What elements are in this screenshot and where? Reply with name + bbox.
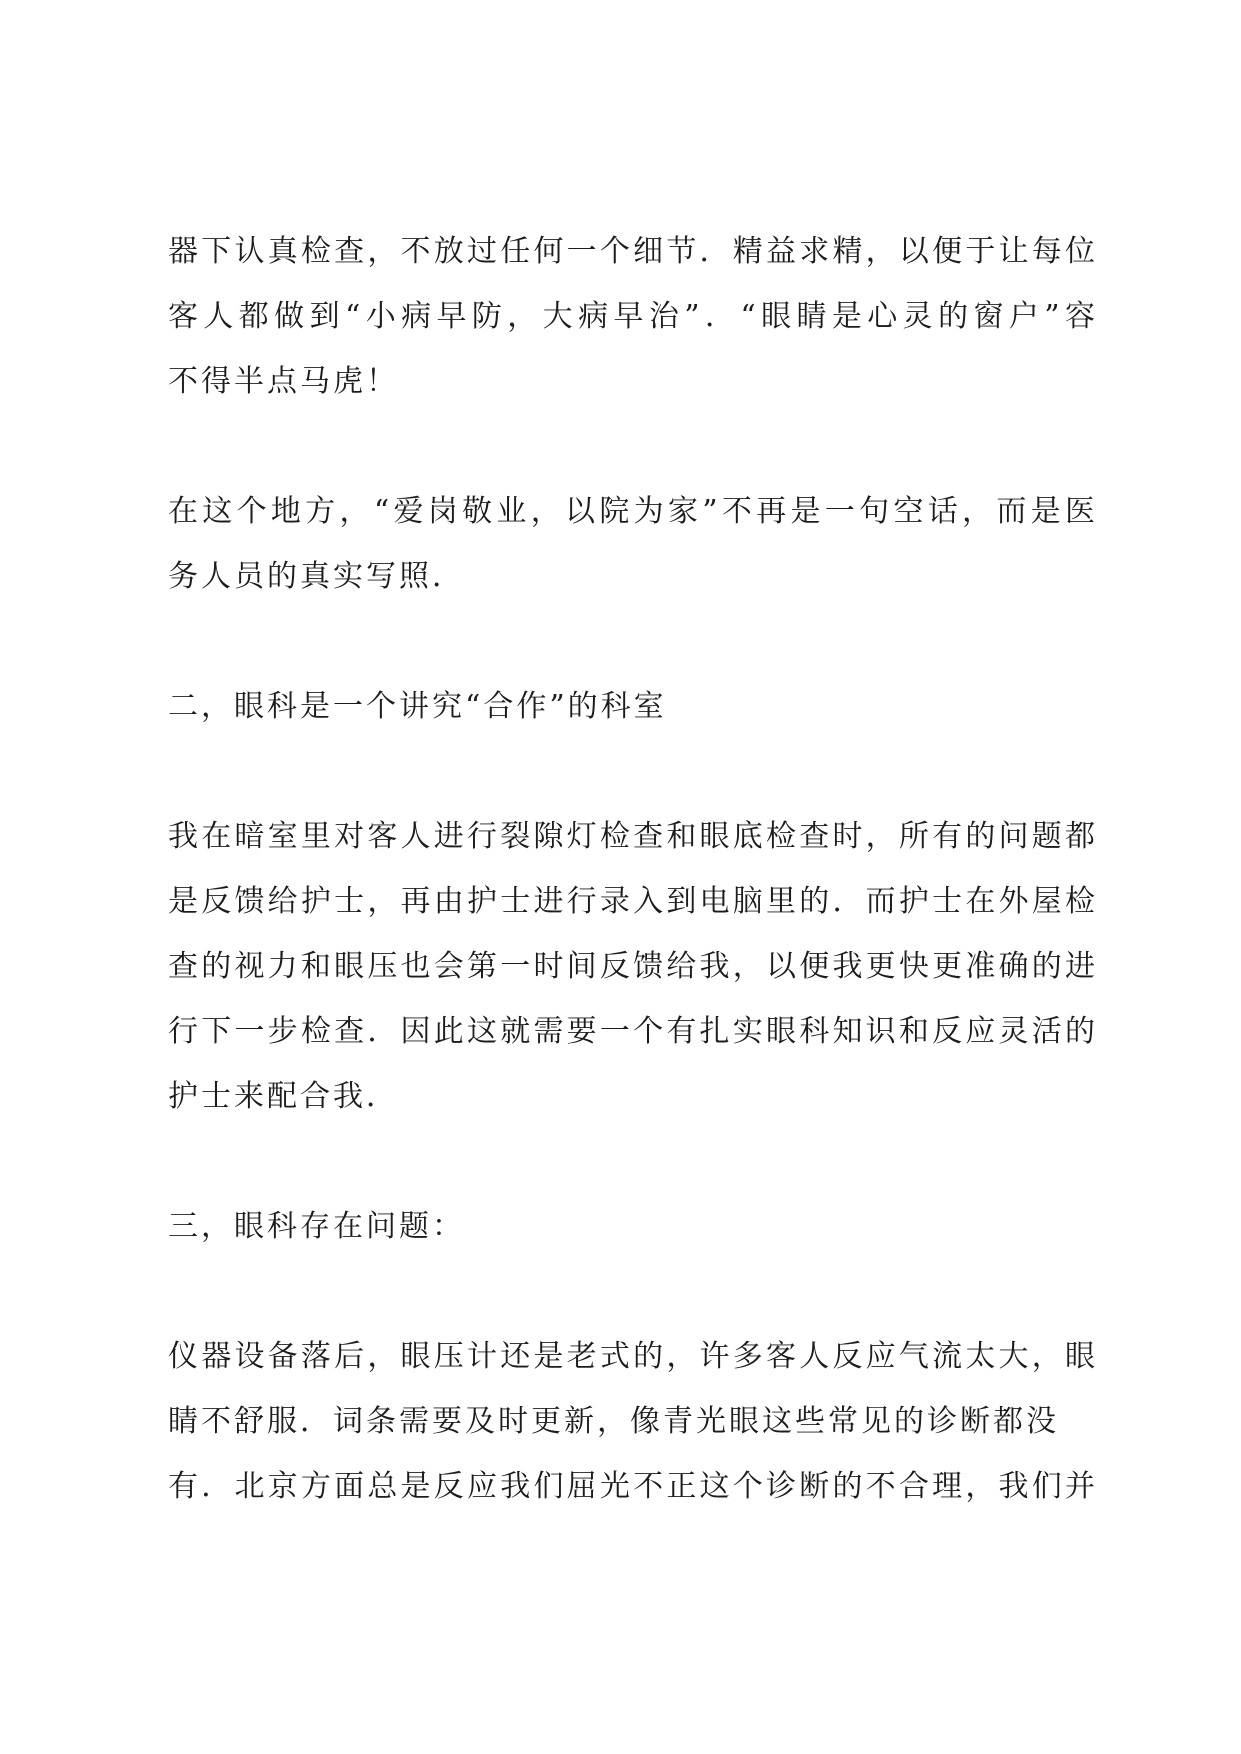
paragraph-line: 睛不舒服．词条需要及时更新，像青光眼这些常见的诊断都没 <box>168 1404 1059 1439</box>
paragraph-2 <box>168 479 1098 609</box>
paragraph-line: 不得半点马虎！ <box>168 364 399 399</box>
document-page-body <box>168 219 1098 1584</box>
section-heading-2 <box>168 674 1098 739</box>
paragraph-line: 客人都做到“小病早防，大病早治”．“眼睛是心灵的窗户”容 <box>168 299 1098 334</box>
paragraph-line: 我在暗室里对客人进行裂隙灯检查和眼底检查时，所有的问题都 <box>168 819 1098 854</box>
section-heading-text: 三，眼科存在问题： <box>168 1209 465 1244</box>
section-heading-text: 二，眼科是一个讲究“合作”的科室 <box>168 689 667 724</box>
paragraph-line: 在这个地方，“爱岗敬业，以院为家”不再是一句空话，而是医 <box>168 494 1098 529</box>
paragraph-line: 行下一步检查．因此这就需要一个有扎实眼科知识和反应灵活的 <box>168 1014 1098 1049</box>
paragraph-line: 是反馈给护士，再由护士进行录入到电脑里的．而护士在外屋检 <box>168 884 1098 919</box>
section-heading-3 <box>168 1194 1098 1259</box>
paragraph-line: 护士来配合我． <box>168 1079 399 1114</box>
paragraph-line: 务人员的真实写照． <box>168 559 465 594</box>
paragraph-line: 器下认真检查，不放过任何一个细节．精益求精，以便于让每位 <box>168 234 1098 269</box>
paragraph-3 <box>168 804 1098 1129</box>
paragraph-line: 查的视力和眼压也会第一时间反馈给我，以便我更快更准确的进 <box>168 949 1098 984</box>
paragraph-line: 有．北京方面总是反应我们屈光不正这个诊断的不合理，我们并 <box>168 1469 1098 1504</box>
paragraph-4 <box>168 1324 1098 1519</box>
paragraph-1 <box>168 219 1098 414</box>
paragraph-line: 仪器设备落后，眼压计还是老式的，许多客人反应气流太大，眼 <box>168 1339 1098 1374</box>
